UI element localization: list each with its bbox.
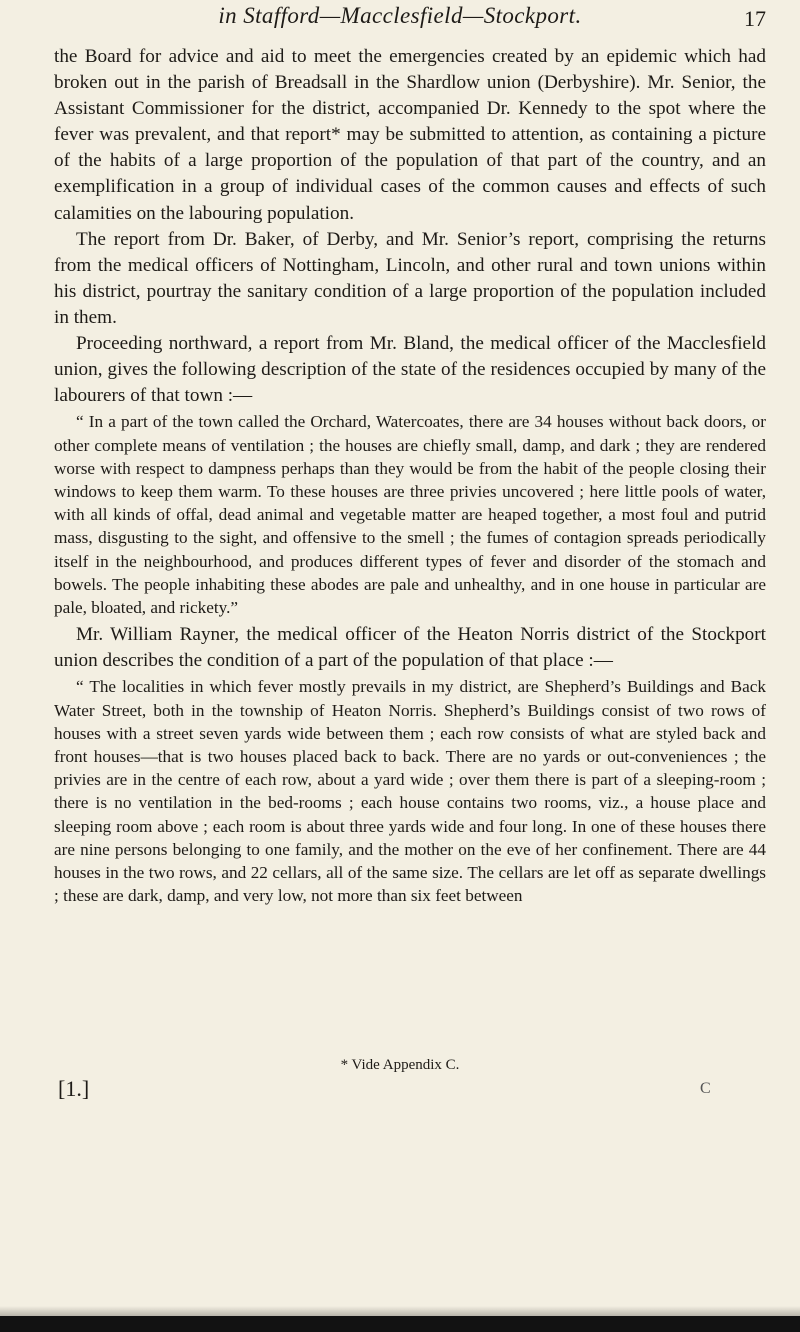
signature-mark: [1.] bbox=[58, 1076, 90, 1101]
running-head: in Stafford—Macclesfield—Stockport. bbox=[218, 3, 582, 28]
page-bottom-border bbox=[0, 1316, 800, 1332]
block-quote: “ In a part of the town called the Orchard, Watercoates, there are 34 houses without back doors, or other complete means of ventilation ; the houses are chiefly small, damp, and dark ; they are rendered worse with respect to dampness perhaps than they would be from the habit of the people closing their windows to keep them warm. To these houses are three privies uncovered ; here little pools of water, with all kinds of offal, dead animal and vegetable matter are heaped together, a most foul and putrid mass, disgusting to the sight, and offensive to the smell ; the fumes of contagion spreads periodically itself in the neighbourhood, and produces different types of fever and disorder of the stomach and bowels. The people inhabiting these abodes are pale and unhealthy, and in one house in particular are pale, bloated, and rickety.” bbox=[54, 412, 766, 617]
paragraph: the Board for advice and aid to meet the emergencies created by an epidemic which had broken out in the parish of Breadsall in the Shardlow union (Derbyshire). Mr. Senior, the Assistant Commissioner for the district, accompanied Dr. Kennedy to the spot where the fever was prevalent, and that report* may be submitted to attention, as containing a picture of the habits of a large proportion of the population of that part of the country, and an exemplification in a group of individual cases of the common causes and effects of such calamities on the labouring population. bbox=[54, 46, 766, 224]
signature-letter: C bbox=[700, 1080, 711, 1097]
body-text bbox=[54, 44, 766, 907]
page-number: 17 bbox=[744, 6, 766, 31]
page-header bbox=[0, 0, 800, 34]
page-edge-shadow bbox=[0, 1306, 800, 1316]
block-quote: “ The localities in which fever mostly prevails in my district, are Shepherd’s Buildings and Back Water Street, both in the township of Heaton Norris. Shepherd’s Buildings consist of two rows of houses with a street seven yards wide between them ; each row consists of what are styled back and front houses—that is two houses placed back to back. There are no yards or out-conveniences ; the privies are in the centre of each row, about a yard wide ; over them there is part of a sleeping-room ; there is no ventilation in the bed-rooms ; each house contains two rooms, viz., a house place and sleeping room above ; each room is about three yards wide and four long. In one of these houses there are nine persons belonging to one family, and the mother on the eve of her confinement. There are 44 houses in the two rows, and 22 cellars, all of the same size. The cellars are let off as separate dwellings ; these are dark, damp, and very low, not more than six feet between bbox=[54, 677, 766, 906]
footnote: * Vide Appendix C. bbox=[340, 1057, 460, 1073]
paragraph: The report from Dr. Baker, of Derby, and Mr. Senior’s report, comprising the returns from the medical officers of Nottingham, Lincoln, and other rural and town unions within his district, pourtray the sanitary condition of a large proportion of the population included in them. bbox=[54, 228, 766, 328]
paragraph: Proceeding northward, a report from Mr. Bland, the medical officer of the Macclesfield union, gives the following description of the state of the residences occupied by many of the labourers of that town :— bbox=[54, 333, 766, 407]
paragraph: Mr. William Rayner, the medical officer of the Heaton Norris district of the Stockport union describes the condition of a part of the population of that place :— bbox=[54, 624, 766, 672]
